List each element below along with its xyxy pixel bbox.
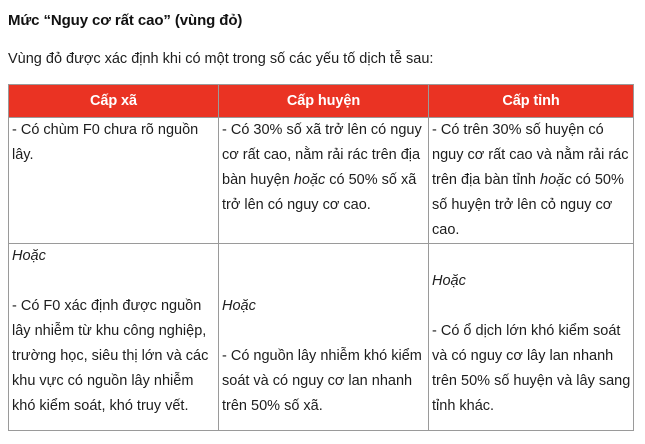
cell-spacer: [12, 269, 216, 294]
table-body: [9, 118, 634, 431]
column-header-province: Cấp tỉnh: [429, 85, 634, 118]
criteria-conjunction: hoặc: [540, 172, 572, 188]
criteria-text-part-1: - Có trên 30% số huyện có nguy cơ rất cao và nằm rải rác trên địa bàn tỉnh: [432, 122, 629, 188]
page-subtitle: Vùng đỏ được xác định khi có một trong số các yếu tố dịch tễ sau:: [8, 51, 434, 67]
page-title: Mức “Nguy cơ rất cao” (vùng đỏ): [8, 12, 243, 29]
table-cell-district-criteria-1: [219, 118, 429, 244]
criteria-text: - Có chùm F0 chưa rõ nguồn lây.: [12, 122, 199, 163]
table-cell-commune-criteria-2: [9, 244, 219, 431]
table-cell-province-criteria-1: [429, 118, 634, 244]
table-row: [9, 244, 634, 431]
column-header-district: Cấp huyện: [219, 85, 429, 118]
alternative-label: Hoặc: [222, 298, 256, 314]
table-cell-province-criteria-2: [429, 244, 634, 431]
alternative-label: Hoặc: [432, 273, 466, 289]
criteria-text: - Có nguồn lây nhiễm khó kiểm soát và có nguy cơ lan nhanh trên 50% số xã.: [222, 348, 422, 414]
cell-spacer: [222, 319, 426, 344]
criteria-text: - Có ổ dịch lớn khó kiểm soát và có nguy cơ lây lan nhanh trên 50% số huyện và lây sang tỉnh khác.: [432, 323, 631, 414]
criteria-text: - Có F0 xác định được nguồn lây nhiễm từ khu công nghiệp, trường học, siêu thị lớn và các khu vực có nguồn lây nhiễm khó kiểm soát, khó truy vết.: [12, 298, 209, 414]
table-cell-district-criteria-2: [219, 244, 429, 431]
criteria-text-part-2: có 50% số xã trở lên có nguy cơ cao.: [222, 172, 417, 213]
cell-spacer: [432, 294, 631, 319]
table-header-row: [9, 85, 634, 118]
table-header: [9, 85, 634, 118]
table-row: [9, 118, 634, 244]
risk-criteria-table: [8, 84, 634, 431]
criteria-text: [222, 118, 426, 218]
column-header-commune: Cấp xã: [9, 85, 219, 118]
criteria-text-part-1: - Có 30% số xã trở lên có nguy cơ rất cao, nằm rải rác trên địa bàn huyện: [222, 122, 422, 188]
criteria-text-part-2: có 50% số huyện trở lên cỏ nguy cơ cao.: [432, 172, 624, 238]
alternative-label: Hoặc: [12, 248, 46, 264]
criteria-text: [432, 118, 631, 243]
criteria-conjunction: hoặc: [293, 172, 326, 188]
table-cell-commune-criteria-1: [9, 118, 219, 244]
